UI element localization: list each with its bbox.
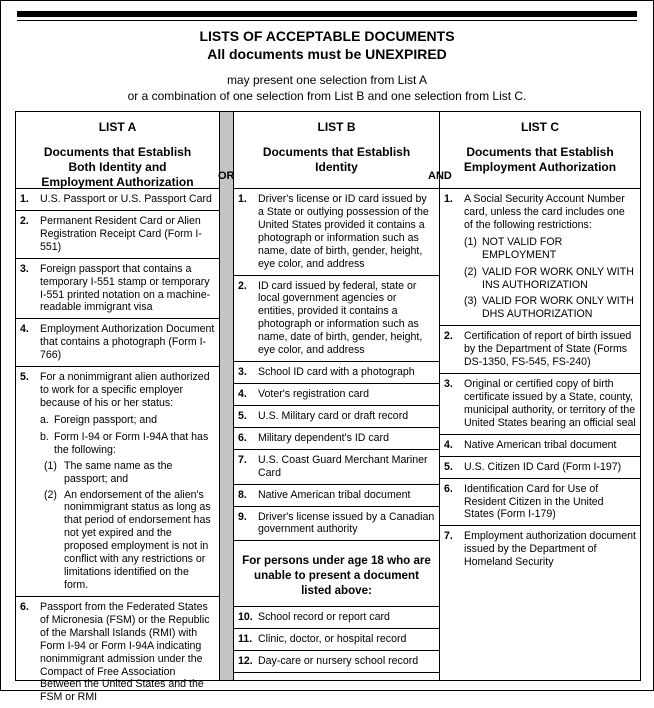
item-text: A Social Security Account Number card, unless the card includes one of the following restrictions: [464, 193, 625, 231]
list-item [234, 651, 439, 673]
sub-item-text: Foreign passport; and [54, 413, 158, 426]
list-c-name: LIST C [521, 120, 559, 134]
list-b-name: LIST B [317, 120, 356, 134]
item-text: School record or report card [258, 611, 390, 624]
item-number: 8. [238, 488, 247, 501]
list-item [234, 384, 439, 406]
list-item [16, 211, 219, 259]
list-item [16, 367, 219, 597]
item-text: U.S. Military card or draft record [258, 409, 409, 422]
item-number: 2. [238, 279, 247, 292]
list-c-heading: Documents that Establish Employment Authorization [463, 145, 617, 174]
or-divider-bar [219, 112, 234, 680]
list-c-items [440, 188, 640, 573]
sub-item-text: Form I-94 or Form I-94A that has the following: [54, 430, 209, 456]
item-number: 7. [238, 453, 247, 466]
or-separator: OR [218, 170, 235, 182]
restriction-label: (3) [464, 295, 477, 308]
item-number: 6. [238, 431, 247, 444]
item-text: Passport from the Federated States of Micronesia (FSM) or the Republic of the Marshall Islands (RMI) with Form I-94 or Form I-94A indicating nonimmigrant admission under the Compact of Free Association Between the United States and the FSM or RMI [40, 600, 210, 704]
item-text: For a nonimmigrant alien authorized to work for a specific employer because of his or her status: [40, 371, 210, 409]
item-number: 6. [444, 482, 453, 495]
item-number: 6. [20, 600, 29, 613]
list-a-header [16, 120, 219, 190]
intro-line-1: may present one selection from List A [226, 73, 428, 87]
restriction-text: NOT VALID FOR EMPLOYMENT [482, 235, 563, 261]
item-number: 4. [238, 387, 247, 400]
list-item [234, 607, 439, 629]
sub-sub-item-label: (2) [44, 488, 57, 501]
item-text: Permanent Resident Card or Alien Registration Receipt Card (Form I-551) [40, 214, 202, 253]
restriction-item [464, 236, 636, 262]
item-number: 3. [20, 262, 29, 275]
item-text: Native American tribal document [258, 488, 411, 501]
list-item [16, 259, 219, 320]
page-subtitle: All documents must be UNEXPIRED [207, 46, 447, 62]
sub-sub-item-text: An endorsement of the alien's nonimmigrant status as long as that period of endorsement has not yet expired and the proposed employment is not in conflict with any restrictions or limitations identified on the form. [64, 488, 211, 591]
list-item [234, 629, 439, 651]
item-number: 2. [444, 330, 453, 343]
item-number: 3. [444, 378, 453, 391]
sub-item-label: a. [40, 413, 49, 426]
list-b-heading: Documents that Establish Identity [262, 145, 411, 174]
list-item [16, 189, 219, 211]
item-number: 5. [20, 371, 29, 384]
sub-sub-item [40, 489, 215, 592]
list-item [16, 597, 219, 708]
list-item [440, 374, 640, 435]
item-text: Native American tribal document [464, 438, 617, 451]
list-item [440, 326, 640, 374]
sub-sub-item [40, 460, 215, 486]
item-number: 9. [238, 510, 247, 523]
restriction-item [464, 295, 636, 321]
restriction-text: VALID FOR WORK ONLY WITH DHS AUTHORIZATION [482, 295, 634, 321]
restriction-label: (2) [464, 265, 477, 278]
intro-line-2: or a combination of one selection from List B and one selection from List C. [127, 89, 527, 103]
item-number: 3. [238, 366, 247, 379]
item-text: Voter's registration card [258, 387, 369, 400]
item-number: 4. [20, 323, 29, 336]
item-number: 1. [238, 193, 247, 205]
under-18-heading: For persons under age 18 who are unable to present a document listed above: [234, 541, 439, 607]
list-item [234, 450, 439, 485]
item-text: U.S. Coast Guard Merchant Mariner Card [258, 453, 428, 479]
item-number: 11. [238, 633, 253, 646]
list-item [16, 319, 219, 367]
list-c-header [440, 120, 640, 175]
list-item [440, 435, 640, 457]
and-separator: AND [428, 170, 452, 182]
top-thick-rule [17, 11, 637, 17]
list-item [234, 428, 439, 450]
list-c-column [439, 112, 640, 680]
item-number: 10. [238, 611, 253, 624]
list-b-column [234, 112, 439, 680]
top-thin-rule [17, 20, 637, 21]
item-text: Driver's license or ID card issued by a State or outlying possession of the United States provided it contains a photograph or information such as name, date of birth, gender, height, eye color, and address [258, 193, 429, 270]
item-text: School ID card with a photograph [258, 366, 415, 379]
item-text: Driver's license issued by a Canadian government authority [258, 510, 435, 536]
list-item [440, 189, 640, 326]
item-text: Identification Card for Use of Resident Citizen in the United States (Form I-179) [464, 482, 604, 521]
item-text: Employment Authorization Document that contains a photograph (Form I-766) [40, 323, 215, 362]
item-number: 5. [444, 460, 453, 473]
item-number: 4. [444, 438, 453, 451]
list-item [234, 406, 439, 428]
item-text: Original or certified copy of birth certificate issued by a State, county, municipal authority, or territory of the United States bearing an official seal [464, 378, 636, 429]
restriction-text: VALID FOR WORK ONLY WITH INS AUTHORIZATION [482, 265, 634, 291]
list-item [234, 507, 439, 542]
list-a-items [16, 188, 219, 708]
item-number: 1. [20, 193, 29, 205]
item-number: 7. [444, 530, 453, 543]
item-number: 12. [238, 655, 253, 668]
item-text: ID card issued by federal, state or local government agencies or entities, provided it contains a photograph or information such as name, date of birth, gender, height, eye color, and address [258, 279, 423, 357]
item-text: Military dependent's ID card [258, 431, 389, 444]
list-item [234, 189, 439, 276]
list-b-header [234, 120, 439, 175]
list-a-column [16, 112, 219, 704]
list-a-name: LIST A [98, 120, 137, 134]
item-text: Foreign passport that contains a temporary I-551 stamp or temporary I-551 printed notation on a machine-readable immigrant visa [40, 262, 211, 314]
sub-sub-item-text: The same name as the passport; and [64, 459, 173, 485]
sub-sub-item-label: (1) [44, 459, 57, 472]
list-item [440, 526, 640, 573]
restriction-item [464, 266, 636, 292]
list-item [234, 362, 439, 384]
list-a-heading: Documents that Establish Both Identity and Employment Authorization [41, 145, 194, 189]
list-b-items [234, 188, 439, 673]
item-text: U.S. Citizen ID Card (Form I-197) [464, 460, 622, 473]
item-number: 2. [20, 214, 29, 227]
sub-item-label: b. [40, 430, 49, 443]
sub-item [40, 414, 215, 427]
item-text: U.S. Passport or U.S. Passport Card [40, 193, 212, 205]
list-item [234, 276, 439, 363]
item-text: Day-care or nursery school record [258, 655, 419, 668]
sub-item [40, 431, 215, 457]
item-text: Certification of report of birth issued by the Department of State (Forms DS-1350, FS-545, FS-240) [464, 330, 632, 369]
item-text: Employment authorization document issued by the Department of Homeland Security [464, 530, 636, 569]
list-item [440, 457, 640, 479]
list-item [440, 479, 640, 527]
page-title: LISTS OF ACCEPTABLE DOCUMENTS [199, 28, 455, 44]
item-text: Clinic, doctor, or hospital record [258, 633, 407, 646]
restriction-label: (1) [464, 235, 477, 248]
documents-table [15, 111, 641, 704]
item-number: 1. [444, 193, 453, 205]
list-item [234, 485, 439, 507]
item-number: 5. [238, 409, 247, 422]
